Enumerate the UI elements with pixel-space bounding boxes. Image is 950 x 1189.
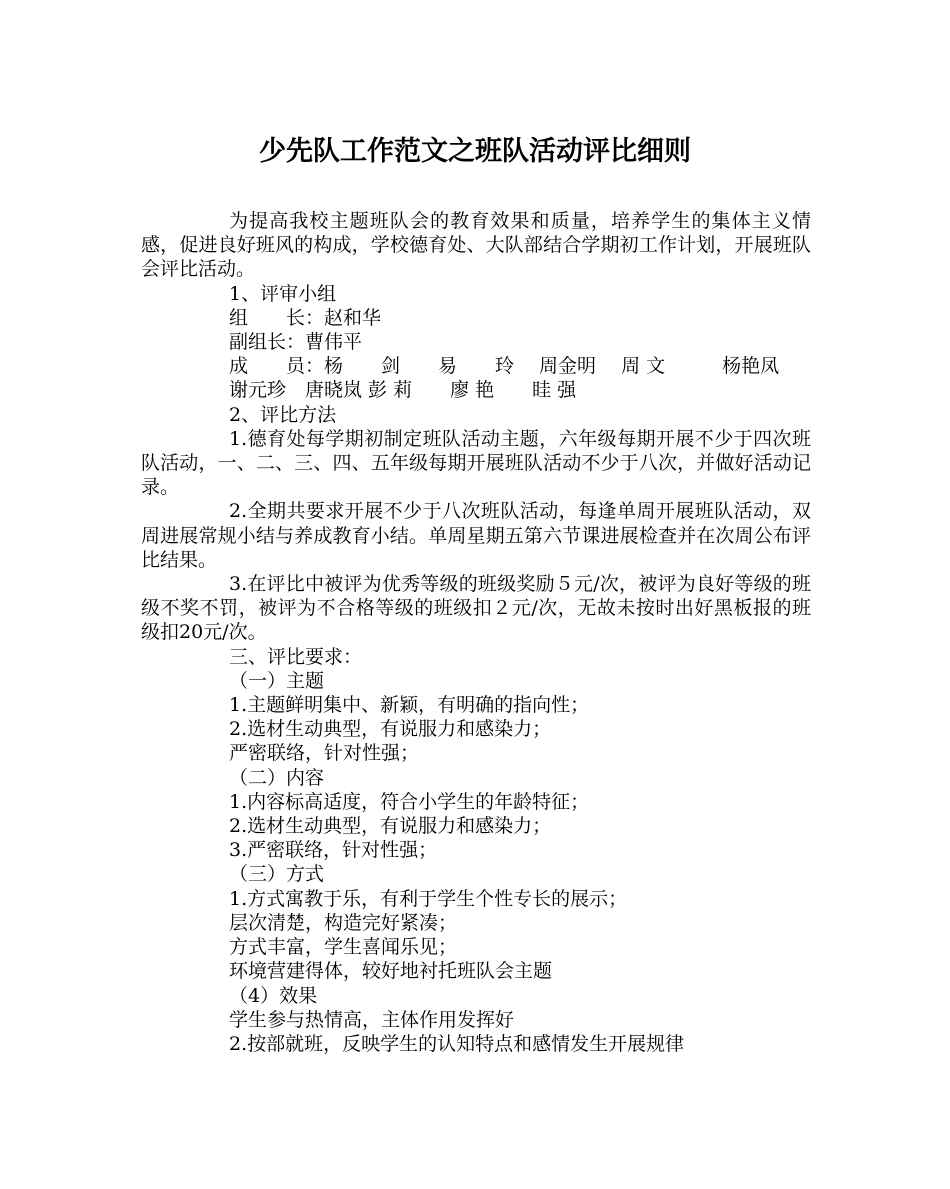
section-heading-method: 2、评比方法: [229, 403, 337, 426]
subheading-content: （二）内容: [229, 766, 325, 789]
section-heading-review-group: 1、评审小组: [229, 282, 337, 305]
subheading-format: （三）方式: [229, 863, 325, 886]
list-item: 1.方式寓教于乐，有利于学生个性专长的展示；: [229, 887, 628, 910]
subheading-effect: （4）效果: [229, 984, 318, 1007]
group-leader-line: 组 长：赵和华: [229, 306, 382, 329]
list-item: 学生参与热情高，主体作用发挥好: [229, 1008, 515, 1031]
list-item: 严密联络，针对性强；: [229, 742, 420, 765]
members-line-2: 谢元珍 唐晓岚 彭 莉 廖 艳 眭 强: [229, 379, 577, 402]
list-item: 3.严密联络，针对性强；: [229, 839, 438, 862]
list-item: 2.选材生动典型，有说服力和感染力；: [229, 815, 552, 838]
method-paragraph-1: 1.德育处每学期初制定班队活动主题，六年级每期开展不少于四次班队活动，一、二、三、四、五年级每期开展班队活动不少于八次，并做好活动记录。: [141, 427, 811, 499]
list-item: 1.内容标高适度，符合小学生的年龄特征；: [229, 790, 590, 813]
document-title: 少先队工作范文之班队活动评比细则: [259, 136, 691, 167]
intro-paragraph: 为提高我校主题班队会的教育效果和质量，培养学生的集体主义情感，促进良好班风的构成，学校德育处、大队部结合学期初工作计划，开展班队会评比活动。: [141, 210, 811, 281]
subheading-theme: （一）主题: [229, 669, 325, 692]
list-item: 层次清楚，构造完好紧凑；: [229, 911, 458, 934]
list-item: 方式丰富，学生喜闻乐见；: [229, 936, 458, 959]
members-line-1: 成 员：杨 剑 易 玲 周金明 周 文 杨艳凤: [229, 355, 780, 378]
list-item: 2.选材生动典型，有说服力和感染力；: [229, 718, 552, 741]
list-item: 1.主题鲜明集中、新颖，有明确的指向性；: [229, 694, 590, 717]
list-item: 2.按部就班，反映学生的认知特点和感情发生开展规律: [229, 1032, 685, 1055]
method-paragraph-2: 2.全期共要求开展不少于八次班队活动，每逢单周开展班队活动，双周进展常规小结与养成教育小结。单周星期五第六节课进展检查并在次周公布评比结果。: [141, 500, 811, 571]
section-heading-requirements: 三、评比要求：: [229, 645, 363, 668]
vice-leader-line: 副组长：曹伟平: [229, 331, 363, 354]
document-body: [141, 209, 811, 1056]
list-item: 环境营建得体，较好地衬托班队会主题: [229, 960, 553, 983]
method-paragraph-3: 3.在评比中被评为优秀等级的班级奖励５元/次，被评为良好等级的班级不奖不罚，被评为不合格等级的班级扣２元/次，无故未按时出好黑板报的班级扣20元/次。: [141, 573, 811, 644]
